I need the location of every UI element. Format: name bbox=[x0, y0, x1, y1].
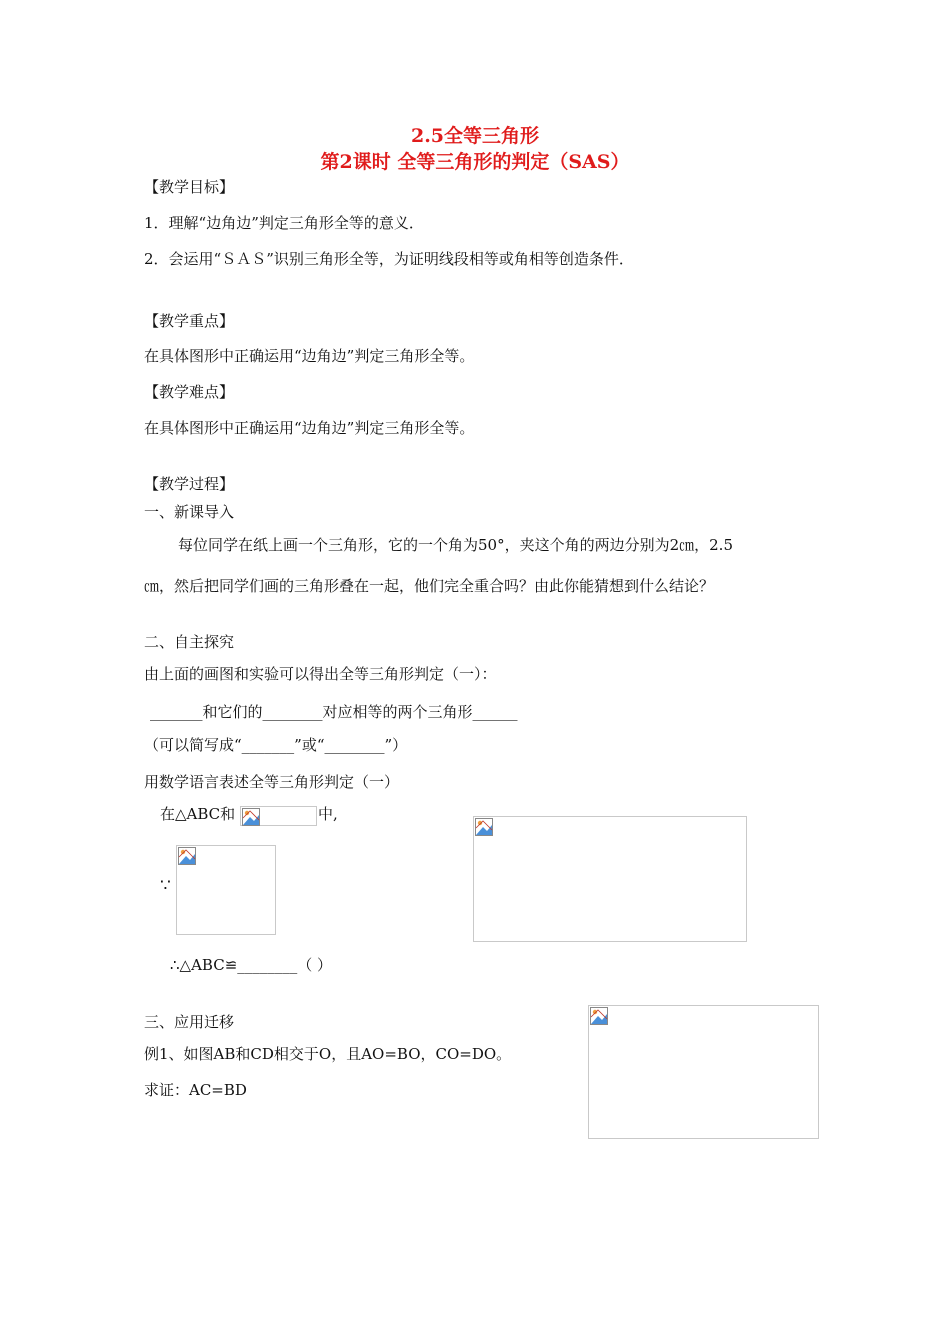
example-figure-image bbox=[588, 1005, 819, 1139]
in-triangle-suffix: 中, bbox=[318, 805, 338, 823]
broken-image-icon bbox=[242, 808, 260, 826]
section3-title: 三、应用迁移 bbox=[144, 1013, 235, 1031]
section1-paragraph-line2: ㎝，然后把同学们画的三角形叠在一起，他们完全重合吗？由此你能猜想到什么结论？ bbox=[144, 577, 715, 595]
conditions-image bbox=[176, 845, 276, 935]
keypoint-text: 在具体图形中正确运用“边角边”判定三角形全等。 bbox=[144, 347, 475, 365]
process-heading: 【教学过程】 bbox=[144, 475, 235, 493]
therefore-line: ∴△ABC≌________（ ） bbox=[170, 956, 333, 974]
in-triangle-prefix: 在△ABC和 bbox=[160, 805, 236, 823]
difficulty-heading: 【教学难点】 bbox=[144, 383, 235, 401]
broken-image-icon bbox=[590, 1007, 608, 1025]
broken-image-icon bbox=[475, 818, 493, 836]
goal-item-2: 2．会运用“ＳＡＳ”识别三角形全等，为证明线段相等或角相等创造条件． bbox=[144, 250, 634, 268]
triangle-figure-image bbox=[473, 816, 747, 942]
broken-image-icon bbox=[178, 847, 196, 865]
inline-formula-image bbox=[240, 806, 317, 826]
section2-title: 二、自主探究 bbox=[144, 633, 235, 651]
prove-text: 求证：AC=BD bbox=[144, 1081, 247, 1099]
section2-line1: 由上面的画图和实验可以得出全等三角形判定（一）： bbox=[144, 665, 497, 683]
section2-fill-blank-2: （可以简写成“_______”或“________”） bbox=[144, 736, 408, 754]
keypoint-heading: 【教学重点】 bbox=[144, 312, 235, 330]
section2-fill-blank-1: _______和它们的________对应相等的两个三角形______ bbox=[150, 703, 518, 721]
example1-text: 例1、如图AB和CD相交于O，且AO=BO，CO=DO。 bbox=[144, 1045, 512, 1063]
document-subtitle: 第2课时 全等三角形的判定（SAS） bbox=[320, 151, 630, 173]
goal-item-1: 1．理解“边角边”判定三角形全等的意义． bbox=[144, 214, 424, 232]
because-symbol: ∵ bbox=[160, 876, 171, 896]
section1-title: 一、新课导入 bbox=[144, 503, 235, 521]
goals-heading: 【教学目标】 bbox=[144, 178, 235, 196]
document-title: 2.5全等三角形 bbox=[410, 125, 540, 147]
section1-paragraph-line1: 每位同学在纸上画一个三角形，它的一个角为50°，夹这个角的两边分别为2㎝，2.5 bbox=[178, 536, 733, 554]
section2-line3: 用数学语言表述全等三角形判定（一） bbox=[144, 773, 400, 791]
difficulty-text: 在具体图形中正确运用“边角边”判定三角形全等。 bbox=[144, 419, 475, 437]
